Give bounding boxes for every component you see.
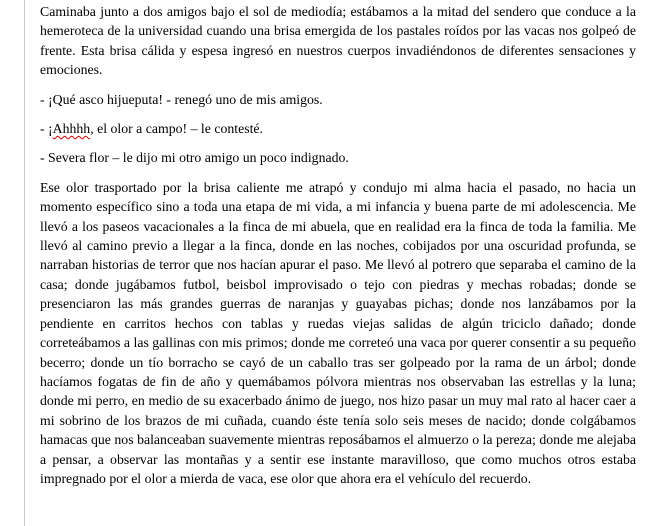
dialogue-line-1[interactable]: - ¡Qué asco hijueputa! - renegó uno de mis amigos.	[40, 91, 323, 107]
spellcheck-flagged-word[interactable]: Ahhhh	[52, 121, 91, 137]
document-text[interactable]	[40, 2, 636, 488]
dialogue-line-3[interactable]: - Severa flor – le dijo mi otro amigo un poco indignado.	[40, 150, 349, 166]
dialogue-line-2-prefix: - ¡	[40, 121, 53, 137]
paragraph-body[interactable]: Ese olor trasportado por la brisa caliente me atrapó y condujo mi alma hacia el pasado, no hacia un momento específico sino a toda una etapa de mi vida, a mi infancia y buena parte de mi adolescencia. Me llevó a los paseos vacacionales a la finca de mi abuela, que en realidad era la finca de toda la familia. Me llevó al camino previo a llegar a la finca, donde en las noches, cobijados por una oscuridad profunda, se narraban historias de terror que nos hacían apurar el paso. Me llevó al potrero que separaba el camino de la casa; donde jugábamos futbol, beisbol improvisado o tejo con piedras y mechas robadas; donde se presenciaron las más grandes guerras de naranjas y guayabas pichas; donde nos lanzábamos por la pendiente en carritos hechos con tablas y ruedas viejas salidas de algún triciclo dañado; donde correteábamos a las gallinas con mis primos; donde me correteó una vaca por querer consentir a su pequeño becerro; donde un tío borracho se cayó de un caballo tras ser golpeado por la rama de un árbol; donde hacíamos fogatas de fin de año y quemábamos pólvora mientras nos observaban las estrellas y la luna; donde mi perro, en medio de su exacerbado ánimo de juego, nos hizo pasar un muy mal rato al hacer caer a mi sobrino de los brazos de mi cuñada, cuando éste tenía solo seis meses de nacido; donde colgábamos hamacas que nos balanceaban suavemente mientras reposábamos el almuerzo o la pereza; donde me alejaba a pensar, a observar las montañas y a sentir ese instante maravilloso, que como muchos otros estaba impregnado por el olor a mierda de vaca, ese olor que ahora era el vehículo del recuerdo.	[40, 179, 636, 486]
dialogue-line-2-suffix: , el olor a campo! – le contesté.	[90, 121, 263, 137]
paragraph-intro[interactable]: Caminaba junto a dos amigos bajo el sol de mediodía; estábamos a la mitad del sendero que conduce a la hemeroteca de la universidad cuando una brisa emergida de los pastales roídos por las vacas nos golpeó de frente. Esta brisa cálida y espesa ingresó en nuestros cuerpos invadiéndonos de diferentes sensaciones y emociones.	[40, 4, 636, 78]
left-margin-guide	[24, 0, 25, 526]
dialogue-line-2[interactable]	[40, 119, 636, 138]
